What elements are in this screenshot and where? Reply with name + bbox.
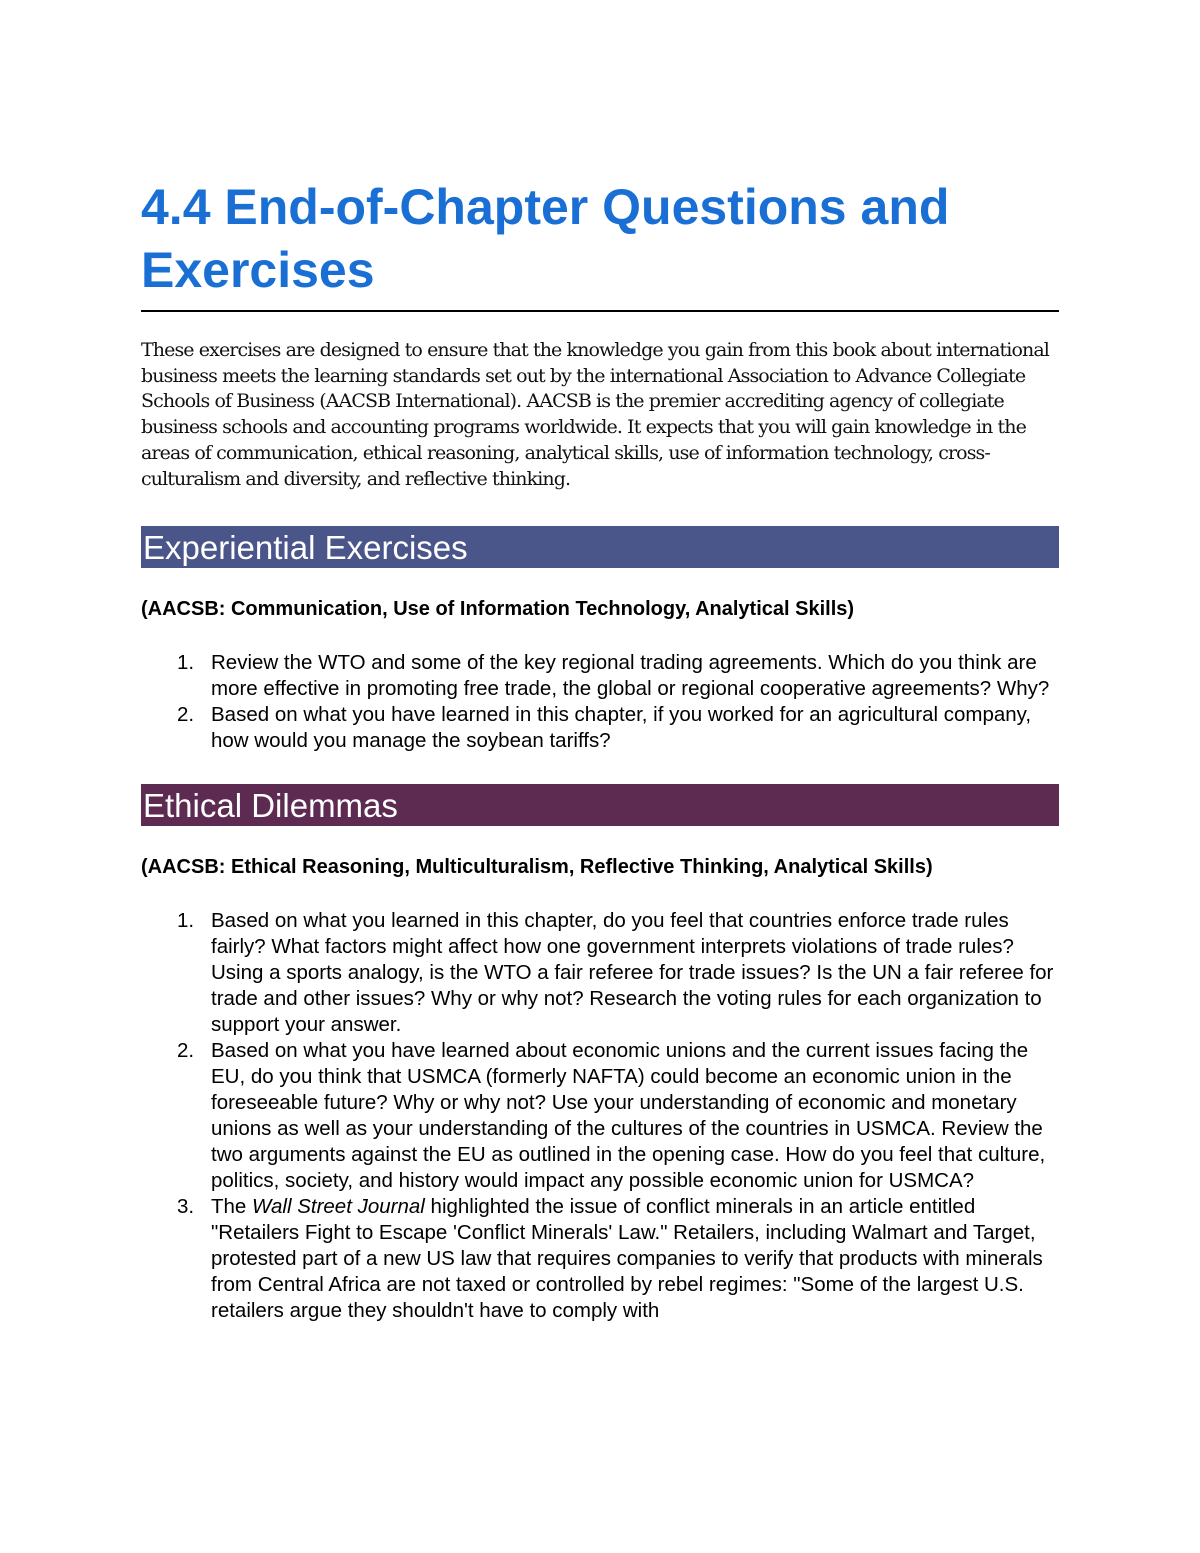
question-list bbox=[141, 908, 1059, 1324]
aacsb-skills-line: (AACSB: Ethical Reasoning, Multiculturalism, Reflective Thinking, Analytical Skills) bbox=[141, 856, 933, 879]
list-item bbox=[141, 1038, 1059, 1194]
item-number: 1. bbox=[177, 651, 195, 675]
item-number: 3. bbox=[177, 1195, 195, 1219]
item-number: 2. bbox=[177, 1039, 195, 1063]
page-title: 4.4 End-of-Chapter Questions and Exercises bbox=[141, 176, 1059, 312]
item-text: Based on what you have learned in this chapter, if you worked for an agricultural company, how would you manage the soybean tariffs? bbox=[211, 703, 1032, 753]
publication-title: Wall Street Journal bbox=[252, 1195, 425, 1219]
item-number: 2. bbox=[177, 703, 195, 727]
item-text: Review the WTO and some of the key regional trading agreements. Which do you think are more effective in promoting free trade, the global or regional cooperative agreements? Why? bbox=[211, 651, 1050, 701]
intro-paragraph: These exercises are designed to ensure that the knowledge you gain from this book about international business meets the learning standards set out by the international Association to Advance Collegiate Schools of Business (AACSB International). AACSB is the premier accrediting agency of collegiate business schools and accounting programs worldwide. It expects that you will gain knowledge in the areas of communication, ethical reasoning, analytical skills, use of information technology, cross-culturalism and diversity, and reflective thinking. bbox=[141, 339, 1049, 490]
item-text: Based on what you have learned about economic unions and the current issues facing the EU, do you think that USMCA (formerly NAFTA) could become an economic union in the foreseeable future? Why or why not? Use your understanding of economic and monetary unions as well as your understanding of the cultures of the countries in USMCA. Review the two arguments against the EU as outlined in the opening case. How do you feel that culture, politics, society, and history would impact any possible economic union for USMCA? bbox=[211, 1039, 1046, 1193]
section-heading-ethical-dilemmas: Ethical Dilemmas bbox=[141, 784, 1059, 826]
aacsb-skills-line: (AACSB: Communication, Use of Information Technology, Analytical Skills) bbox=[141, 598, 855, 621]
item-text: Based on what you learned in this chapter, do you feel that countries enforce trade rules fairly? What factors might affect how one government interprets violations of trade rules? Using a sports analogy, is the WTO a fair referee for trade issues? Is the UN a fair referee for trade and other issues? Why or why not? Research the voting rules for each organization to support your answer. bbox=[211, 909, 1054, 1037]
list-item bbox=[141, 908, 1059, 1038]
list-item bbox=[141, 702, 1059, 754]
list-item bbox=[141, 650, 1059, 702]
question-list bbox=[141, 650, 1059, 754]
item-text-rest: highlighted the issue of conflict minerals in an article entitled "Retailers Fight to Escape 'Conflict Minerals' Law." Retailers, including Walmart and Target, protested part of a new US law that requires companies to verify that products with minerals from Central Africa are not taxed or controlled by rebel regimes: "Some of the largest U.S. retailers argue they shouldn't have to comply with bbox=[211, 1195, 1043, 1323]
item-text-lead: The bbox=[211, 1195, 253, 1219]
section-heading-experiential-exercises: Experiential Exercises bbox=[141, 526, 1059, 568]
document-page bbox=[141, 176, 1059, 1324]
item-text bbox=[211, 1194, 1059, 1324]
list-item bbox=[141, 1194, 1059, 1324]
item-number: 1. bbox=[177, 909, 195, 933]
